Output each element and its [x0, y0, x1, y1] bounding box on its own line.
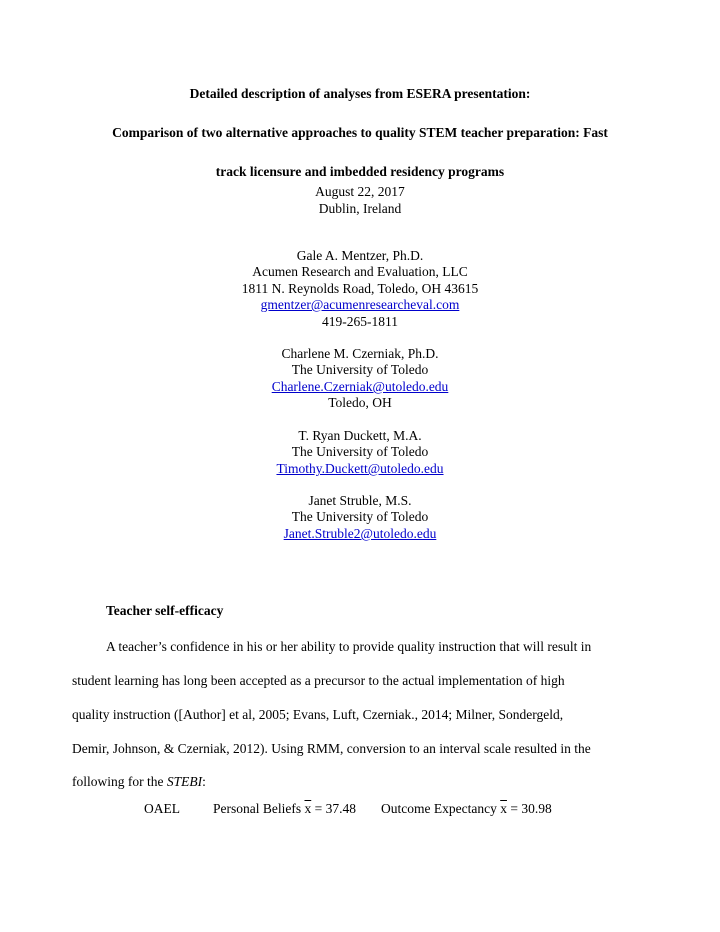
paragraph-line-2: student learning has long been accepted as a precursor to the actual implementation of high	[72, 673, 565, 688]
personal-beliefs-value: = 37.48	[314, 801, 356, 816]
author-1-email-link[interactable]: gmentzer@acumenresearcheval.com	[260, 297, 460, 312]
result-outcome-expectancy	[381, 801, 552, 817]
title-line-1: Detailed description of analyses from ESERA presentation:	[189, 86, 531, 101]
author-1-name: Gale A. Mentzer, Ph.D.	[296, 248, 424, 263]
author-3-affiliation: The University of Toledo	[291, 444, 429, 459]
outcome-expectancy-label: Outcome Expectancy	[381, 801, 497, 816]
author-1-email-line	[0, 297, 720, 313]
result-personal-beliefs	[213, 801, 356, 817]
paragraph-line-5	[72, 774, 206, 790]
author-1-phone: 419-265-1811	[322, 314, 398, 329]
result-group: OAEL	[144, 801, 180, 816]
author-2-email-line	[0, 379, 720, 395]
author-2-name: Charlene M. Czerniak, Ph.D.	[281, 346, 439, 361]
paragraph-line-4: Demir, Johnson, & Czerniak, 2012). Using RMM, conversion to an interval scale resulted in the	[72, 741, 591, 756]
title-line-2: Comparison of two alternative approaches to quality STEM teacher preparation: Fast	[112, 125, 608, 140]
author-4-affiliation: The University of Toledo	[291, 509, 429, 524]
presentation-location: Dublin, Ireland	[318, 201, 402, 216]
paragraph-line-3: quality instruction ([Author] et al, 2005; Evans, Luft, Czerniak., 2014; Milner, Sondergeld,	[72, 707, 564, 722]
author-2-email-link[interactable]: Charlene.Czerniak@utoledo.edu	[271, 379, 449, 394]
author-3-email-line	[0, 461, 720, 477]
mean-symbol-2: $\overline{x}$	[500, 801, 507, 816]
section-heading: Teacher self-efficacy	[106, 603, 224, 618]
author-3-email-link[interactable]: Timothy.Duckett@utoledo.edu	[276, 461, 444, 476]
stebi-label: STEBI	[166, 774, 203, 789]
author-3-name: T. Ryan Duckett, M.A.	[298, 428, 422, 443]
author-4-name: Janet Struble, M.S.	[308, 493, 412, 508]
author-4-email-line	[0, 526, 720, 542]
title-line-3: track licensure and imbedded residency programs	[215, 164, 505, 179]
personal-beliefs-label: Personal Beliefs	[213, 801, 302, 816]
paragraph-line-1: A teacher’s confidence in his or her ability to provide quality instruction that will result in	[106, 639, 592, 654]
paragraph-line-5-suffix: :	[202, 774, 206, 789]
presentation-date: August 22, 2017	[315, 184, 405, 199]
outcome-expectancy-value: = 30.98	[510, 801, 552, 816]
author-4-email-link[interactable]: Janet.Struble2@utoledo.edu	[283, 526, 437, 541]
mean-symbol-1: $\overline{x}$	[304, 801, 312, 816]
author-1-affiliation: Acumen Research and Evaluation, LLC	[252, 264, 468, 279]
author-1-address: 1811 N. Reynolds Road, Toledo, OH 43615	[241, 281, 479, 296]
paragraph-line-5-prefix: following for the	[72, 774, 167, 789]
author-2-affiliation: The University of Toledo	[291, 362, 429, 377]
author-2-city: Toledo, OH	[328, 395, 392, 410]
